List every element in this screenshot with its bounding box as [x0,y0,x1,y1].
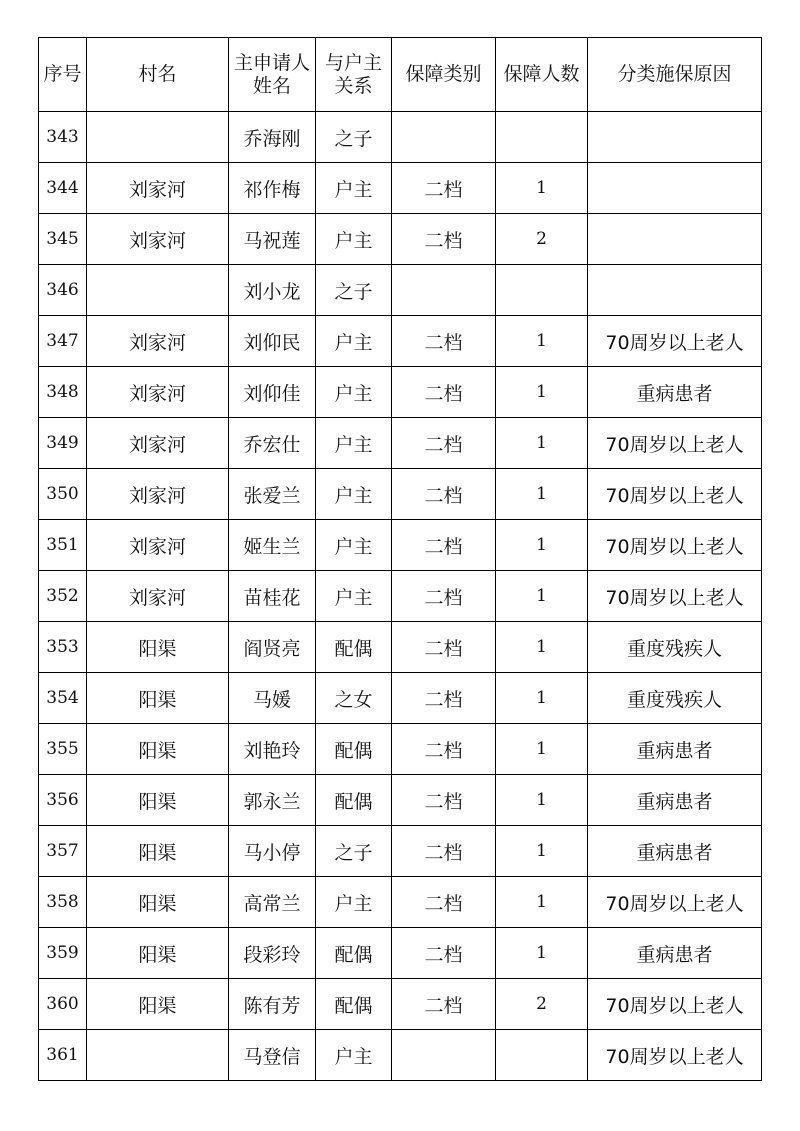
cell-category: 二档 [392,571,496,622]
cell-seq: 344 [39,163,87,214]
cell-count [496,112,588,163]
cell-category: 二档 [392,316,496,367]
cell-relation: 户主 [316,520,392,571]
cell-relation: 配偶 [316,979,392,1030]
cell-reason: 重病患者 [588,367,762,418]
cell-count: 1 [496,622,588,673]
table-row [39,673,762,724]
cell-relation: 户主 [316,571,392,622]
cell-seq: 361 [39,1030,87,1081]
cell-category: 二档 [392,673,496,724]
cell-count [496,265,588,316]
cell-category: 二档 [392,622,496,673]
cell-count: 1 [496,418,588,469]
table-row [39,1030,762,1081]
cell-count: 1 [496,163,588,214]
cell-village: 阳渠 [87,622,229,673]
assistance-table [38,37,762,1081]
cell-reason: 70周岁以上老人 [588,571,762,622]
cell-village: 阳渠 [87,673,229,724]
header-reason: 分类施保原因 [588,38,762,112]
cell-applicant: 刘仰民 [229,316,316,367]
cell-category: 二档 [392,367,496,418]
table-header-row [39,38,762,112]
cell-category: 二档 [392,826,496,877]
cell-village: 阳渠 [87,928,229,979]
cell-relation: 之女 [316,673,392,724]
cell-category [392,265,496,316]
cell-seq: 352 [39,571,87,622]
cell-reason: 重病患者 [588,928,762,979]
cell-count [496,1030,588,1081]
cell-applicant: 刘仰佳 [229,367,316,418]
cell-seq: 343 [39,112,87,163]
header-applicant: 主申请人姓名 [229,38,316,112]
cell-category [392,112,496,163]
cell-seq: 354 [39,673,87,724]
table-row [39,418,762,469]
cell-applicant: 马小停 [229,826,316,877]
cell-count: 1 [496,571,588,622]
cell-category: 二档 [392,163,496,214]
cell-applicant: 苗桂花 [229,571,316,622]
cell-village: 刘家河 [87,316,229,367]
cell-category: 二档 [392,214,496,265]
cell-reason: 70周岁以上老人 [588,418,762,469]
table-row [39,163,762,214]
cell-seq: 345 [39,214,87,265]
table-row [39,571,762,622]
cell-village: 刘家河 [87,214,229,265]
cell-applicant: 阎贤亮 [229,622,316,673]
header-count: 保障人数 [496,38,588,112]
header-category: 保障类别 [392,38,496,112]
cell-relation: 户主 [316,877,392,928]
cell-reason: 70周岁以上老人 [588,316,762,367]
header-village: 村名 [87,38,229,112]
cell-village [87,1030,229,1081]
cell-category: 二档 [392,877,496,928]
cell-reason [588,112,762,163]
cell-reason: 70周岁以上老人 [588,877,762,928]
cell-seq: 353 [39,622,87,673]
cell-village: 阳渠 [87,826,229,877]
cell-applicant: 刘小龙 [229,265,316,316]
cell-relation: 配偶 [316,928,392,979]
cell-relation: 户主 [316,1030,392,1081]
table-row [39,265,762,316]
cell-relation: 户主 [316,418,392,469]
table-row [39,877,762,928]
cell-reason: 重度残疾人 [588,622,762,673]
cell-applicant: 高常兰 [229,877,316,928]
cell-seq: 356 [39,775,87,826]
cell-applicant: 张爱兰 [229,469,316,520]
table-row [39,622,762,673]
cell-relation: 户主 [316,469,392,520]
cell-category [392,1030,496,1081]
cell-count: 2 [496,214,588,265]
cell-count: 1 [496,928,588,979]
cell-category: 二档 [392,979,496,1030]
cell-village: 阳渠 [87,775,229,826]
table-row [39,775,762,826]
cell-reason: 重病患者 [588,724,762,775]
cell-category: 二档 [392,520,496,571]
table-body [39,112,762,1081]
cell-seq: 355 [39,724,87,775]
cell-count: 1 [496,316,588,367]
cell-applicant: 姬生兰 [229,520,316,571]
cell-village: 刘家河 [87,469,229,520]
table-row [39,520,762,571]
cell-applicant: 乔宏仕 [229,418,316,469]
cell-applicant: 段彩玲 [229,928,316,979]
cell-village: 刘家河 [87,418,229,469]
cell-seq: 359 [39,928,87,979]
cell-relation: 之子 [316,112,392,163]
cell-seq: 358 [39,877,87,928]
table-row [39,979,762,1030]
cell-village [87,265,229,316]
cell-count: 1 [496,877,588,928]
cell-count: 1 [496,469,588,520]
cell-reason: 70周岁以上老人 [588,1030,762,1081]
cell-count: 1 [496,367,588,418]
cell-count: 1 [496,724,588,775]
cell-village: 刘家河 [87,367,229,418]
cell-applicant: 刘艳玲 [229,724,316,775]
cell-relation: 户主 [316,214,392,265]
cell-reason: 重度残疾人 [588,673,762,724]
cell-applicant: 马登信 [229,1030,316,1081]
cell-applicant: 祁作梅 [229,163,316,214]
cell-applicant: 乔海刚 [229,112,316,163]
cell-applicant: 马祝莲 [229,214,316,265]
table-row [39,214,762,265]
cell-village: 刘家河 [87,163,229,214]
header-seq: 序号 [39,38,87,112]
cell-relation: 配偶 [316,724,392,775]
cell-count: 2 [496,979,588,1030]
cell-applicant: 陈有芳 [229,979,316,1030]
cell-relation: 户主 [316,316,392,367]
cell-village: 刘家河 [87,571,229,622]
table-row [39,316,762,367]
cell-reason [588,163,762,214]
cell-reason: 重病患者 [588,826,762,877]
cell-count: 1 [496,826,588,877]
cell-seq: 360 [39,979,87,1030]
cell-relation: 配偶 [316,775,392,826]
cell-reason: 重病患者 [588,775,762,826]
cell-applicant: 郭永兰 [229,775,316,826]
cell-relation: 之子 [316,826,392,877]
cell-seq: 348 [39,367,87,418]
table-row [39,469,762,520]
cell-seq: 350 [39,469,87,520]
cell-reason [588,265,762,316]
table-row [39,826,762,877]
cell-seq: 349 [39,418,87,469]
cell-village: 阳渠 [87,724,229,775]
cell-reason [588,214,762,265]
header-relation: 与户主关系 [316,38,392,112]
cell-category: 二档 [392,469,496,520]
cell-category: 二档 [392,775,496,826]
cell-seq: 357 [39,826,87,877]
cell-category: 二档 [392,928,496,979]
cell-seq: 351 [39,520,87,571]
cell-reason: 70周岁以上老人 [588,979,762,1030]
cell-applicant: 马媛 [229,673,316,724]
cell-count: 1 [496,673,588,724]
cell-village: 刘家河 [87,520,229,571]
cell-category: 二档 [392,418,496,469]
cell-count: 1 [496,520,588,571]
table-row [39,724,762,775]
cell-relation: 户主 [316,163,392,214]
cell-relation: 配偶 [316,622,392,673]
table-row [39,928,762,979]
cell-count: 1 [496,775,588,826]
table-row [39,112,762,163]
cell-village: 阳渠 [87,877,229,928]
cell-village [87,112,229,163]
cell-reason: 70周岁以上老人 [588,469,762,520]
cell-seq: 347 [39,316,87,367]
cell-village: 阳渠 [87,979,229,1030]
table-row [39,367,762,418]
cell-relation: 之子 [316,265,392,316]
cell-reason: 70周岁以上老人 [588,520,762,571]
cell-category: 二档 [392,724,496,775]
cell-relation: 户主 [316,367,392,418]
cell-seq: 346 [39,265,87,316]
